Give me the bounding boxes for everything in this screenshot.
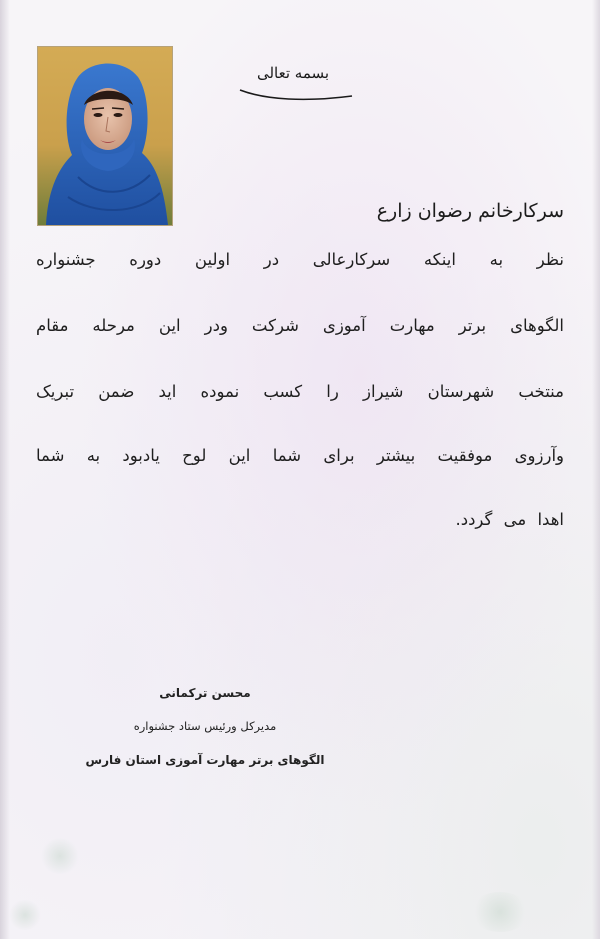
signatory-organization: الگوهای برتر مهارت آموزی استان فارس xyxy=(85,753,325,767)
page-shadow-left xyxy=(0,0,10,939)
signatory-name: محسن ترکمانی xyxy=(159,686,251,700)
header-bismillah: بسمه تعالی xyxy=(256,64,330,82)
body-line-5: اهدا می گردد. xyxy=(455,510,564,529)
recipient-salutation: سرکارخانم رضوان زارع xyxy=(376,200,564,222)
paper-stain xyxy=(40,838,80,874)
paper-stain xyxy=(470,892,530,932)
body-line-2: الگوهای برتر مهارت آموزی شرکت ودر این مرحله مقام xyxy=(36,316,564,335)
calligraphy-flourish xyxy=(236,86,356,104)
body-line-3: منتخب شهرستان شیراز را کسب نموده اید ضمن تبریک xyxy=(36,382,564,401)
page-shadow-right xyxy=(592,0,600,939)
body-line-4: وآرزوی موفقیت بیشتر برای شما این لوح یادبود به شما xyxy=(36,446,564,465)
body-line-1: نظر به اینکه سرکارعالی در اولین دوره جشنواره xyxy=(36,250,564,269)
portrait-photo xyxy=(38,47,172,225)
signatory-title: مدیرکل ورئیس ستاد جشنواره xyxy=(133,719,277,733)
paper-stain xyxy=(8,900,42,930)
